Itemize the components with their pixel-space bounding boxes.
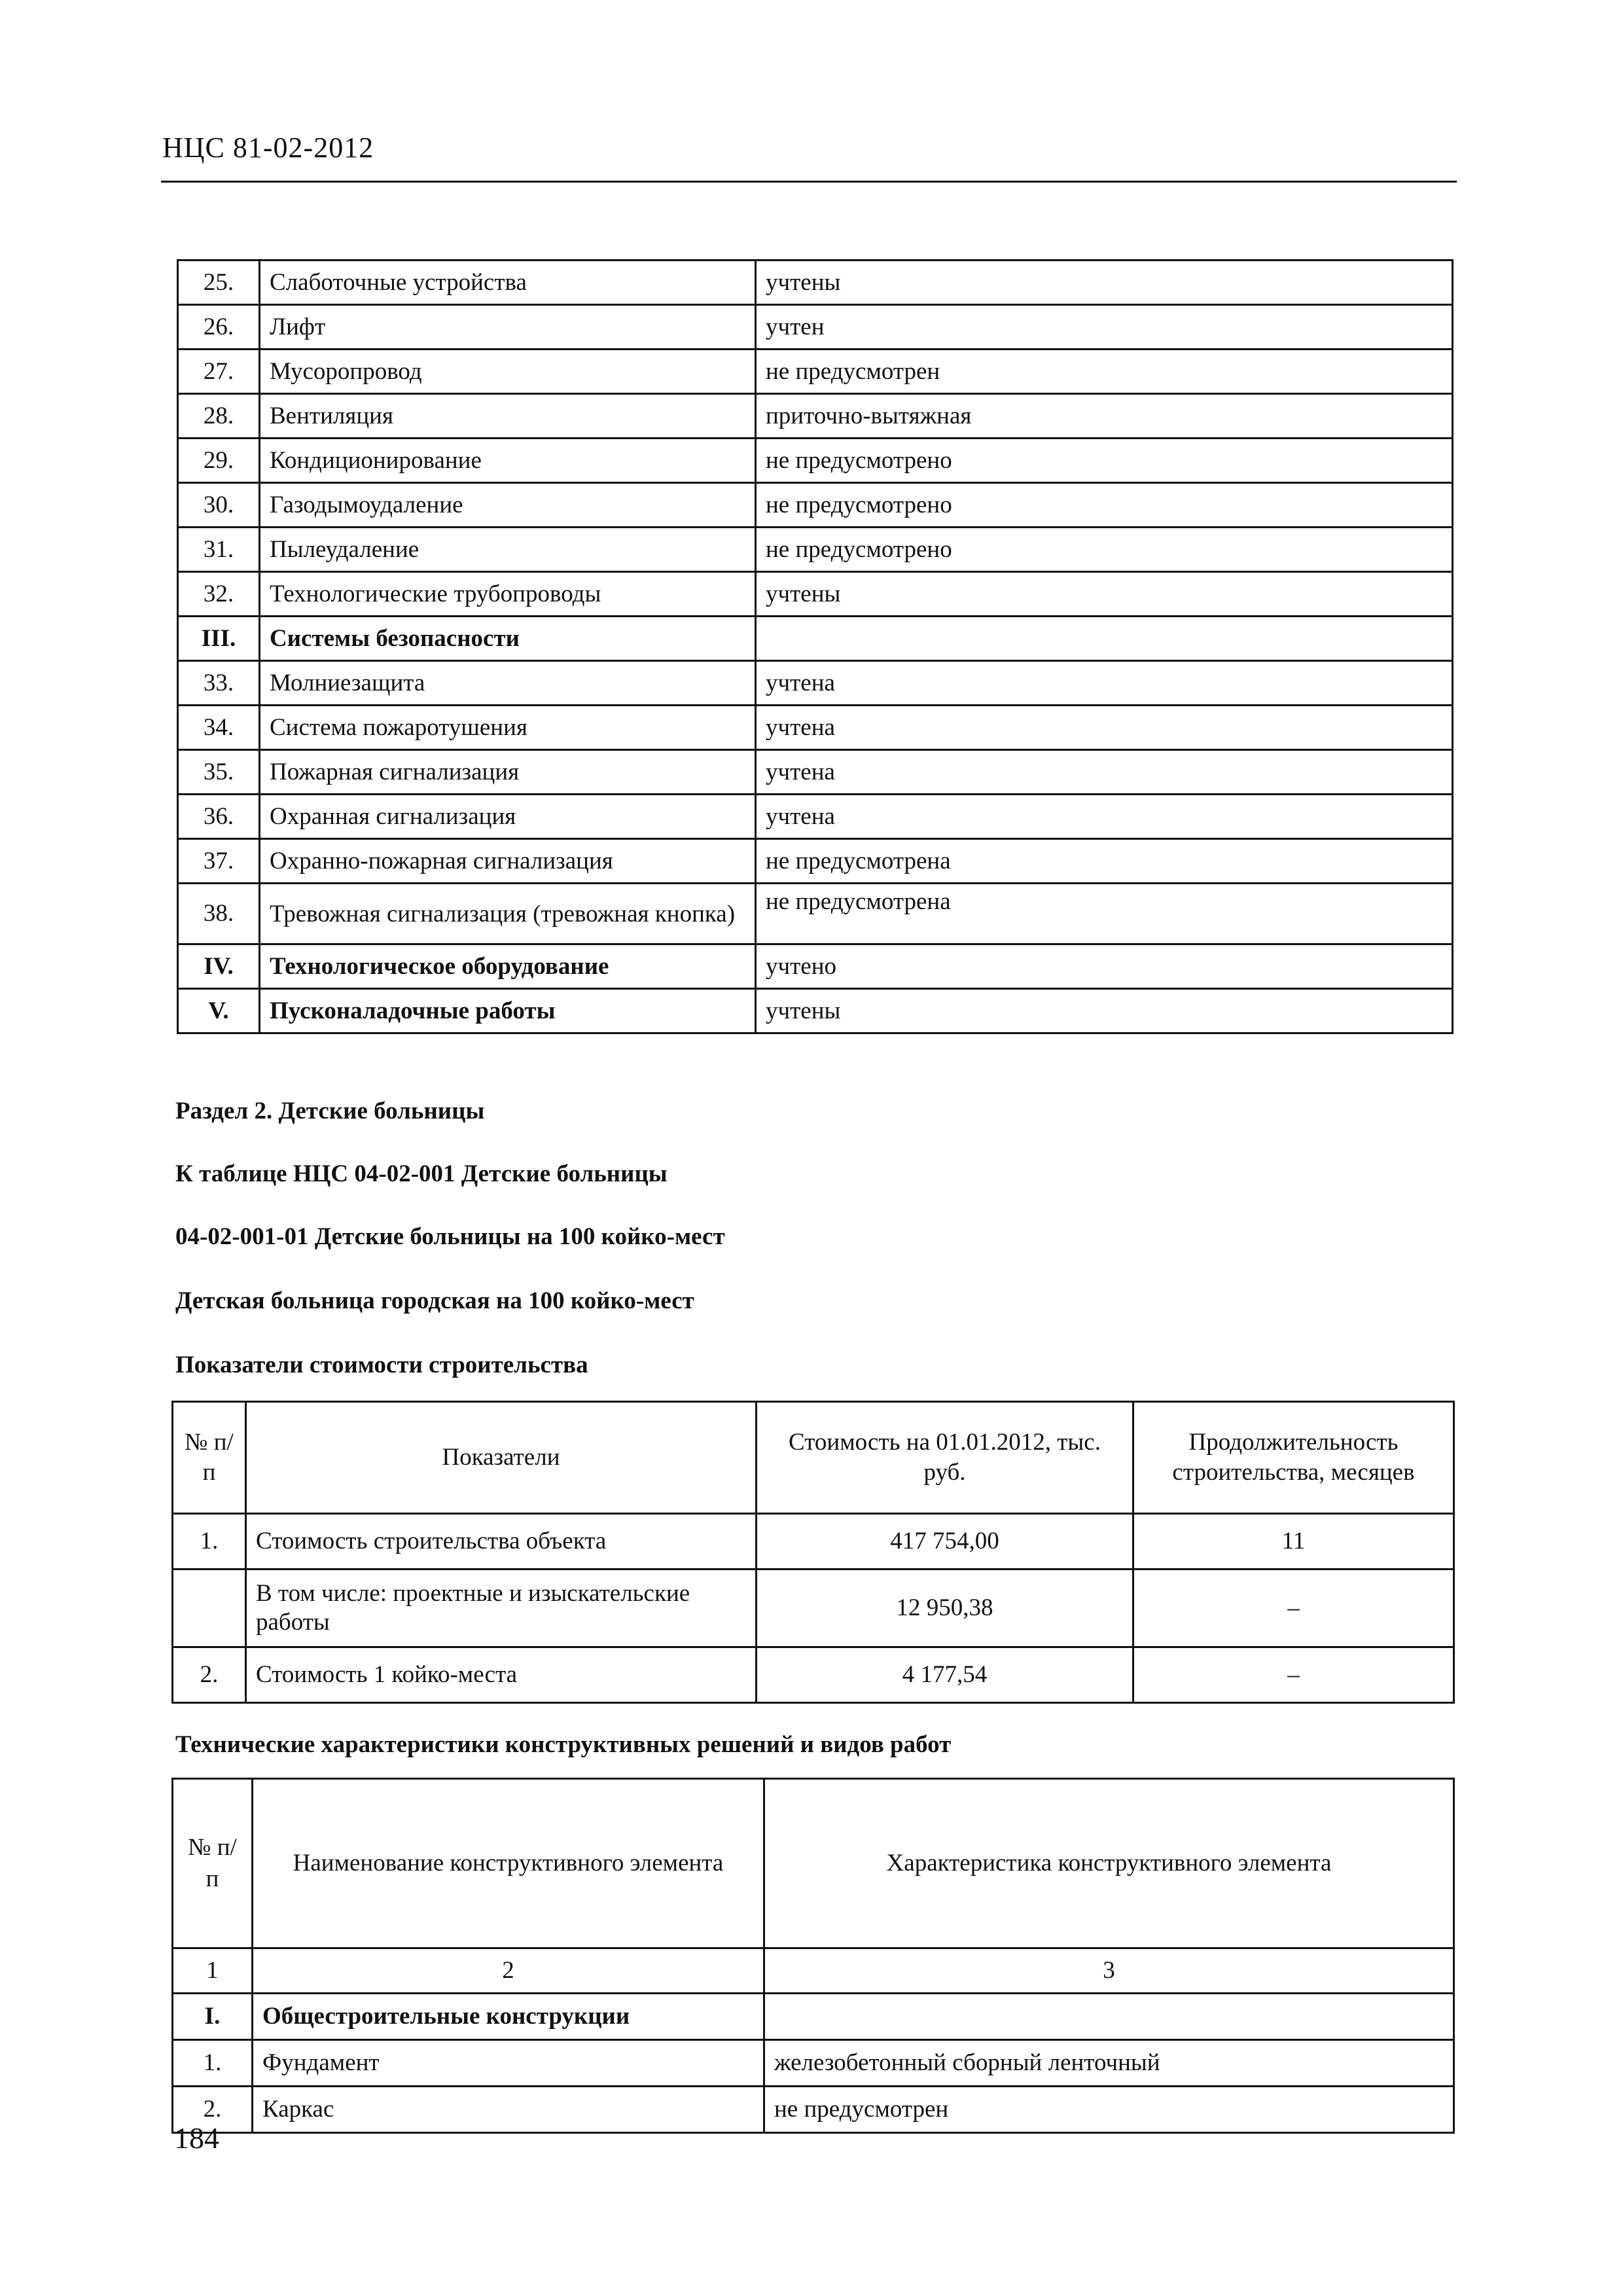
row-value: учтена [756,661,1453,706]
section-row [178,944,1453,989]
column-numbers-row [173,1948,1454,1994]
row-value: не предусмотрена [756,839,1453,884]
row-number: 33. [178,661,260,706]
row-number: 32. [178,572,260,617]
row-indicator: Стоимость 1 койко-места [246,1647,757,1703]
row-value: учтены [756,989,1453,1033]
table-row [178,795,1453,839]
column-header-duration: Продолжительность строительства, месяцев [1133,1402,1454,1514]
row-duration: – [1133,1647,1454,1703]
row-number: 34. [178,706,260,750]
section-title: Общестроительные конструкции [253,1994,764,2040]
row-item: Газодымоудаление [260,483,756,528]
code-heading: 04-02-001-01 Детские больницы на 100 койко-мест [175,1223,725,1250]
row-item: Охранно-пожарная сигнализация [260,839,756,884]
section-title: Технологическое оборудование [260,944,756,989]
technical-characteristics-table [171,1778,1455,2134]
row-value: учтена [756,750,1453,795]
table-row [173,1570,1454,1647]
table-row [173,1514,1454,1570]
column-header-name: Наименование конструктивного элемента [253,1779,764,1948]
row-value: учтен [756,305,1453,350]
table-row [173,2040,1454,2087]
row-number: 36. [178,795,260,839]
column-header-cost: Стоимость на 01.01.2012, тыс. руб. [757,1402,1133,1514]
cost-indicators-table [171,1401,1455,1704]
row-number: 2. [173,2087,253,2133]
section-number: I. [173,1994,253,2040]
row-indicator: Стоимость строительства объекта [246,1514,757,1570]
row-characteristic: железобетонный сборный ленточный [764,2040,1454,2087]
page-number: 184 [174,2121,219,2155]
systems-table [177,259,1454,1034]
row-value: не предусмотрена [756,884,1453,944]
section-title: Пусконаладочные работы [260,989,756,1033]
row-item: Система пожаротушения [260,706,756,750]
table-row [178,661,1453,706]
table-row [178,839,1453,884]
row-value [756,617,1453,661]
table-row [178,260,1453,305]
row-item: Кондиционирование [260,439,756,483]
section-title: Системы безопасности [260,617,756,661]
row-item: Лифт [260,305,756,350]
table-row [178,305,1453,350]
column-number: 3 [764,1948,1454,1994]
row-number: 29. [178,439,260,483]
row-value: не предусмотрен [756,350,1453,394]
row-number: 1. [173,1514,246,1570]
table-reference-heading: К таблице НЦС 04-02-001 Детские больницы [175,1160,668,1187]
row-duration: – [1133,1570,1454,1647]
column-header-indicator: Показатели [246,1402,757,1514]
section-row [173,1994,1454,2040]
row-item: Вентиляция [260,394,756,439]
table-row [178,750,1453,795]
row-item: Технологические трубопроводы [260,572,756,617]
section-row [178,989,1453,1033]
row-characteristic: не предусмотрен [764,2087,1454,2133]
row-item: Молниезащита [260,661,756,706]
row-value: учтена [756,706,1453,750]
hospital-heading: Детская больница городская на 100 койко-мест [175,1287,694,1314]
row-number: 30. [178,483,260,528]
row-item: Слаботочные устройства [260,260,756,305]
table-row [178,483,1453,528]
column-number: 2 [253,1948,764,1994]
row-value: не предусмотрено [756,528,1453,572]
row-value: не предусмотрено [756,439,1453,483]
row-number: 27. [178,350,260,394]
row-indicator: В том числе: проектные и изыскательские работы [246,1570,757,1647]
table-row [178,350,1453,394]
row-name: Каркас [253,2087,764,2133]
row-number: 28. [178,394,260,439]
row-value: учтены [756,572,1453,617]
row-number [173,1570,246,1647]
table-row [173,1647,1454,1703]
document-code: НЦС 81-02-2012 [162,132,374,164]
table-header-row [173,1402,1454,1514]
row-value: не предусмотрено [756,483,1453,528]
row-cost: 417 754,00 [757,1514,1133,1570]
row-cost: 4 177,54 [757,1647,1133,1703]
row-item: Пылеудаление [260,528,756,572]
cost-indicators-heading: Показатели стоимости строительства [175,1352,588,1378]
column-header-number: № п/п [173,1779,253,1948]
table-row [178,394,1453,439]
row-value: учтена [756,795,1453,839]
row-cost: 12 950,38 [757,1570,1133,1647]
header-rule [161,181,1457,183]
row-characteristic [764,1994,1454,2040]
section-number: V. [178,989,260,1033]
section-row [178,617,1453,661]
row-value: учтены [756,260,1453,305]
table-row [178,706,1453,750]
table-row [173,2087,1454,2133]
table-row [178,439,1453,483]
technical-characteristics-heading: Технические характеристики конструктивных решений и видов работ [175,1731,952,1758]
row-item: Мусоропровод [260,350,756,394]
row-number: 26. [178,305,260,350]
row-number: 25. [178,260,260,305]
row-number: 38. [178,884,260,944]
section-number: III. [178,617,260,661]
row-value: приточно-вытяжная [756,394,1453,439]
row-item: Охранная сигнализация [260,795,756,839]
table-header-row [173,1779,1454,1948]
table-row [178,572,1453,617]
row-name: Фундамент [253,2040,764,2087]
row-item: Пожарная сигнализация [260,750,756,795]
column-header-characteristic: Характеристика конструктивного элемента [764,1779,1454,1948]
row-number: 37. [178,839,260,884]
row-number: 35. [178,750,260,795]
column-number: 1 [173,1948,253,1994]
row-number: 2. [173,1647,246,1703]
section-number: IV. [178,944,260,989]
table-row [178,884,1453,944]
row-duration: 11 [1133,1514,1454,1570]
row-number: 31. [178,528,260,572]
column-header-number: № п/п [173,1402,246,1514]
table-row [178,528,1453,572]
section-heading: Раздел 2. Детские больницы [175,1098,485,1124]
row-number: 1. [173,2040,253,2087]
row-item: Тревожная сигнализация (тревожная кнопка) [260,884,756,944]
row-value: учтено [756,944,1453,989]
